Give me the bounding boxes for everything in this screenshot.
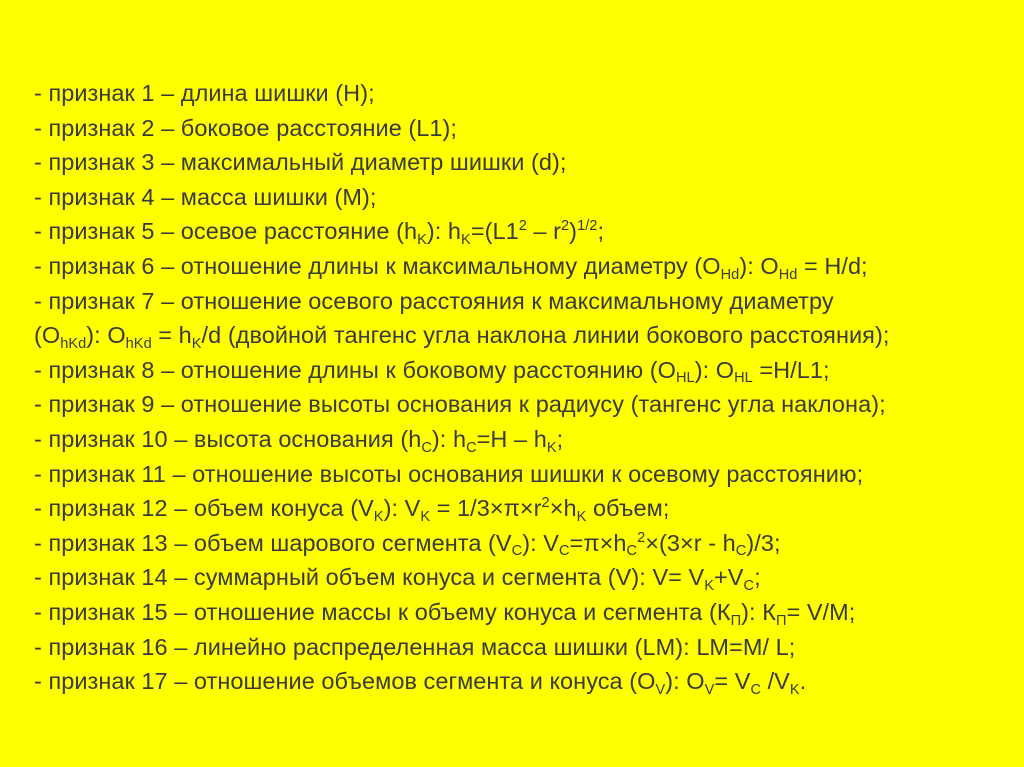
line-text: ): V [522, 529, 559, 556]
line-text: - признак 12 – объем конуса (V [34, 495, 374, 522]
line-text: - признак 6 – отношение длины к максимальному диаметру (O [34, 252, 721, 279]
superscript: 2 [561, 218, 570, 235]
subscript: K [191, 335, 202, 352]
subscript: Hd [720, 266, 740, 283]
feature-list [34, 76, 1004, 699]
superscript: 2 [518, 218, 527, 235]
line-text: ): К [741, 598, 776, 625]
line-text: - признак 15 – отношение массы к объему конуса и сегмента (К [34, 598, 731, 625]
line-text: ): O [739, 252, 779, 279]
feature-line [34, 526, 1004, 561]
line-text: ): O [665, 668, 705, 695]
superscript: 2 [541, 495, 550, 512]
subscript: C [750, 681, 762, 698]
feature-line [34, 630, 1004, 665]
line-text: )/3; [746, 529, 781, 556]
subscript: K [789, 681, 800, 698]
line-text: /V [761, 668, 790, 695]
subscript: C [743, 577, 755, 594]
subscript: hKd [125, 335, 152, 352]
line-text: - признак 13 – объем шарового сегмента (V [34, 529, 512, 556]
subscript: C [558, 543, 570, 560]
subscript: K [420, 508, 431, 525]
superscript: 1/2 [577, 218, 598, 235]
subscript: C [421, 439, 432, 456]
feature-line [34, 249, 1004, 284]
line-text: ; [556, 425, 564, 452]
feature-line [34, 664, 1004, 699]
subscript: K [546, 439, 557, 456]
line-text: ; [754, 564, 761, 591]
line-text: - признак 4 – масса шишки (M); [34, 183, 377, 210]
line-text: ): h [431, 425, 467, 452]
subscript: C [626, 543, 638, 560]
feature-line [34, 318, 1004, 353]
feature-line [34, 491, 1004, 526]
superscript: 2 [637, 529, 646, 546]
line-text: ): V [383, 495, 421, 522]
line-text: – r [526, 218, 562, 245]
line-text: - признак 16 – линейно распределенная масса шишки (LM): LM=M/ L; [34, 633, 796, 660]
line-text: = 1/3×π×r [430, 495, 542, 522]
line-text: - признак 3 – максимальный диаметр шишки (d); [34, 149, 567, 176]
subscript: K [461, 232, 471, 249]
subscript: K [373, 508, 384, 525]
line-text: ): O [694, 356, 735, 383]
line-text: = h [151, 322, 192, 349]
line-text: =H/L1; [752, 356, 830, 383]
subscript: C [735, 543, 747, 560]
subscript: V [655, 681, 666, 698]
feature-line [34, 457, 1004, 492]
line-text: =π×h [569, 529, 627, 556]
subscript: C [466, 439, 477, 456]
feature-line [34, 560, 1004, 595]
subscript: C [511, 543, 523, 560]
line-text: = V/M; [786, 598, 856, 625]
line-text: - признак 8 – отношение длины к боковому расстоянию (O [34, 356, 676, 383]
line-text: - признак 1 – длина шишки (H); [34, 80, 375, 106]
feature-line [34, 353, 1004, 388]
line-text: - признак 14 – суммарный объем конуса и сегмента (V): V= V [34, 564, 705, 591]
line-text: . [799, 668, 807, 695]
subscript: П [730, 612, 742, 629]
line-text: ×(3×r - h [645, 529, 736, 556]
line-text: - признак 7 – отношение осевого расстояния к максимальному диаметру [34, 287, 834, 314]
feature-line [34, 214, 1004, 249]
feature-line [34, 111, 1004, 146]
subscript: V [704, 681, 715, 698]
line-text: = V [714, 668, 751, 695]
line-text: объем; [586, 495, 670, 522]
line-text: - признак 9 – отношение высоты основания к радиусу (тангенс угла наклона); [34, 391, 886, 418]
feature-line [34, 422, 1004, 457]
line-text: ; [597, 218, 605, 245]
line-text: - признак 5 – осевое расстояние (h [34, 218, 418, 245]
feature-line [34, 595, 1004, 630]
line-text: - признак 11 – отношение высоты основания шишки к осевому расстоянию; [34, 460, 864, 487]
feature-line [34, 145, 1004, 180]
subscript: K [576, 508, 587, 525]
feature-line [34, 387, 1004, 422]
line-text: ): O [86, 322, 126, 349]
line-text: =(L1 [470, 218, 519, 245]
line-text: =H – h [476, 425, 547, 452]
line-text: - признак 17 – отношение объемов сегмента и конуса (O [34, 668, 656, 695]
subscript: K [417, 232, 427, 249]
line-text: ): h [426, 218, 462, 245]
line-text: - признак 10 – высота основания (h [34, 425, 422, 452]
line-text: +V [714, 564, 744, 591]
subscript: hKd [60, 335, 87, 352]
line-text: - признак 2 – боковое расстояние (L1); [34, 114, 457, 141]
line-text: ×h [549, 495, 577, 522]
line-text: /d (двойной тангенс угла наклона линии бокового расстояния); [201, 322, 890, 349]
subscript: K [704, 577, 715, 594]
line-text: = H/d; [797, 252, 868, 279]
subscript: П [775, 612, 787, 629]
subscript: Hd [778, 266, 798, 283]
feature-line [34, 284, 1004, 319]
feature-line [34, 76, 1004, 111]
line-text: ) [569, 218, 578, 245]
subscript: HL [675, 370, 695, 387]
subscript: HL [734, 370, 753, 387]
feature-line [34, 180, 1004, 215]
line-text: (O [34, 322, 61, 349]
